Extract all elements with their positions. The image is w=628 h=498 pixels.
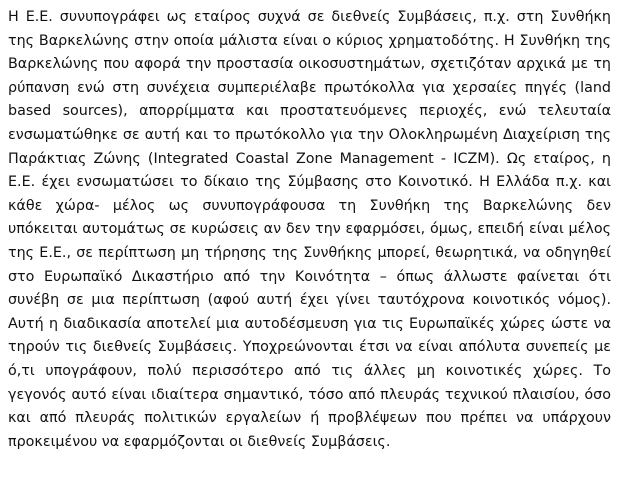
paragraph-line: Ε.Ε. έχει ενσωματώσει το δίκαιο της Σύμβασης στο Κοινοτικό. Η Ελλάδα π.χ. και <box>8 174 611 191</box>
paragraph-line: ρύπανση ενώ στη συνέχεια συμπεριέλαβε πρωτόκολλα για χερσαίες πηγές (land <box>8 79 611 96</box>
paragraph-line: της Ε.Ε., σε περίπτωση μη τήρησης της Συνθήκης μπορεί, θεωρητικά, να οδηγηθεί <box>8 244 611 261</box>
paragraph-line: τηρούν τις διεθνείς Συμβάσεις. Υποχρεώνονται έτσι να είναι απόλυτα συνεπείς με <box>8 339 611 356</box>
paragraph-line: προκειμένου να εφαρμόζονται οι διεθνείς Συμβάσεις. <box>8 433 391 450</box>
paragraph-line: Βαρκελώνης που αφορά την προστασία οικοσυστημάτων, σχετιζόταν αρχικά με τη <box>8 56 611 73</box>
paragraph-line: συνέβη σε μια περίπτωση (αφού αυτή έχει γίνει ταυτόχρονα κοινοτικός νόμος). <box>8 292 611 309</box>
paragraph-line: κάθε χώρα- μέλος ως συνυπογράφουσα τη Συνθήκη της Βαρκελώνης δεν <box>8 197 611 214</box>
paragraph-line: based sources), απορρίμματα και προστατευόμενες περιοχές, ενώ τελευταία <box>8 103 611 120</box>
paragraph-line: γεγονός αυτό είναι ιδιαίτερα σημαντικό, τόσο από πλευράς τεχνικού πλαισίου, όσο <box>8 386 611 403</box>
paragraph-line: και από πλευράς πολιτικών εργαλείων ή προβλέψεων που πρέπει να υπάρχουν <box>8 410 611 427</box>
paragraph-line: Παράκτιας Ζώνης (Integrated Coastal Zone Management - ICZM). Ως εταίρος, η <box>8 150 611 167</box>
paragraph-line: της Βαρκελώνης στην οποία μάλιστα είναι ο κύριος χρηματοδότης. Η Συνθήκη της <box>8 32 611 49</box>
paragraph-line: στο Ευρωπαϊκό Δικαστήριο από την Κοινότητα – όπως άλλωστε φαίνεται ότι <box>8 268 611 285</box>
paragraph-line: ό,τι υπογράφουν, πολύ περισσότερο από τις άλλες μη κοινοτικές χώρες. Το <box>8 362 611 379</box>
paragraph-line: υπόκειται αυτομάτως σε κυρώσεις αν δεν την εφαρμόσει, όμως, επειδή είναι μέλος <box>8 221 611 238</box>
paragraph-line: Αυτή η διαδικασία αποτελεί μια αυτοδέσμευση για τις Ευρωπαϊκές χώρες ώστε να <box>8 315 611 332</box>
paragraph-line: ενσωματώθηκε σε αυτή και το πρωτόκολλο για την Ολοκληρωμένη Διαχείριση της <box>8 126 611 143</box>
paragraph-line: Η Ε.Ε. συνυπογράφει ως εταίρος συχνά σε διεθνείς Συμβάσεις, π.χ. στη Συνθήκη <box>8 9 611 25</box>
body-paragraph <box>8 6 611 454</box>
